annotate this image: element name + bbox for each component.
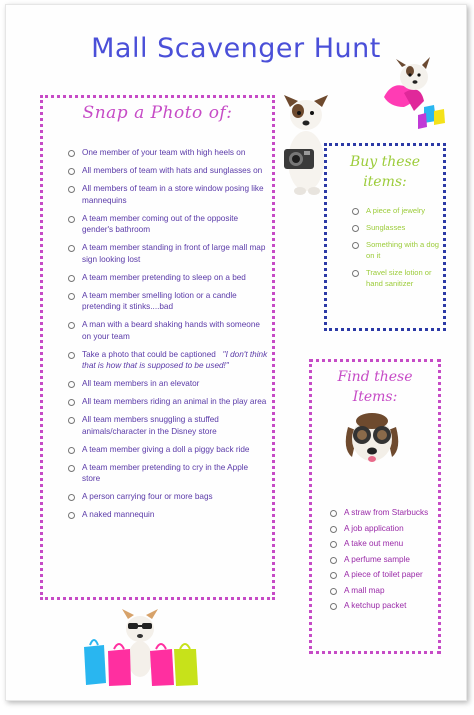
circle-bullet-icon [352, 225, 359, 232]
buy-list-heading: Buy these items: [349, 154, 421, 190]
list-item: A team member coming out of the opposite gender's bathroom [68, 213, 268, 236]
list-item: Travel size lotion or hand sanitizer [352, 267, 440, 289]
find-list [330, 507, 436, 616]
circle-bullet-icon [352, 208, 359, 215]
circle-bullet-icon [330, 572, 337, 579]
circle-bullet-icon [68, 186, 75, 193]
circle-bullet-icon [68, 381, 75, 388]
list-item: Something with a dog on it [352, 239, 440, 261]
list-item: A person carrying four or more bags [68, 491, 268, 503]
circle-bullet-icon [68, 512, 75, 519]
list-item: All members of team with hats and sunglasses on [68, 165, 268, 177]
list-item: A piece of jewelry [352, 205, 440, 216]
buy-list [352, 205, 440, 295]
circle-bullet-icon [330, 588, 337, 595]
circle-bullet-icon [68, 447, 75, 454]
list-item: A team member giving a doll a piggy back ride [68, 444, 268, 456]
list-item: A piece of toilet paper [330, 569, 436, 581]
list-item: A job application [330, 523, 436, 535]
circle-bullet-icon [68, 417, 75, 424]
page-title: Mall Scavenger Hunt [91, 33, 381, 64]
flyer-page [5, 4, 467, 701]
circle-bullet-icon [68, 275, 75, 282]
circle-bullet-icon [68, 168, 75, 175]
circle-bullet-icon [68, 352, 75, 359]
list-item: A perfume sample [330, 554, 436, 566]
dog-with-sunglasses-and-shopping-bags-icon [76, 609, 204, 687]
circle-bullet-icon [352, 270, 359, 277]
list-item: All team members riding an animal in the play area [68, 396, 268, 408]
circle-bullet-icon [330, 510, 337, 517]
list-item: A mall map [330, 585, 436, 597]
list-item: All members of team in a store window posing like mannequins [68, 183, 268, 206]
circle-bullet-icon [330, 541, 337, 548]
list-item: A man with a beard shaking hands with someone on your team [68, 319, 268, 342]
list-item: All team members snuggling a stuffed animals/character in the Disney store [68, 414, 268, 437]
circle-bullet-icon [330, 557, 337, 564]
list-item: All team members in an elevator [68, 378, 268, 390]
circle-bullet-icon [68, 245, 75, 252]
circle-bullet-icon [68, 465, 75, 472]
circle-bullet-icon [68, 293, 75, 300]
list-item: Take a photo that could be captioned "I don't think that is how that is supposed to be used!" [68, 349, 268, 372]
dog-with-goggles-icon [342, 409, 402, 473]
list-item: One member of your team with high heels on [68, 147, 268, 159]
find-list-heading: Find these Items: [337, 369, 413, 405]
circle-bullet-icon [352, 242, 359, 249]
circle-bullet-icon [330, 603, 337, 610]
circle-bullet-icon [68, 322, 75, 329]
circle-bullet-icon [68, 399, 75, 406]
list-item: A team member smelling lotion or a candle pretending it stinks....bad [68, 290, 268, 313]
photo-list [68, 147, 268, 527]
list-item: A team member pretending to sleep on a bed [68, 272, 268, 284]
circle-bullet-icon [330, 526, 337, 533]
list-item: A ketchup packet [330, 600, 436, 612]
circle-bullet-icon [68, 216, 75, 223]
list-item: A naked mannequin [68, 509, 268, 521]
dog-with-pink-scarf-and-shopping-bags-icon [374, 57, 450, 137]
list-item: A straw from Starbucks [330, 507, 436, 519]
list-item: Sunglasses [352, 222, 440, 233]
photo-list-heading: Snap a Photo of: [82, 103, 233, 123]
list-item: A team member pretending to cry in the Apple store [68, 462, 268, 485]
list-item: A take out menu [330, 538, 436, 550]
list-item: A team member standing in front of large mall map sign looking lost [68, 242, 268, 265]
circle-bullet-icon [68, 494, 75, 501]
circle-bullet-icon [68, 150, 75, 157]
